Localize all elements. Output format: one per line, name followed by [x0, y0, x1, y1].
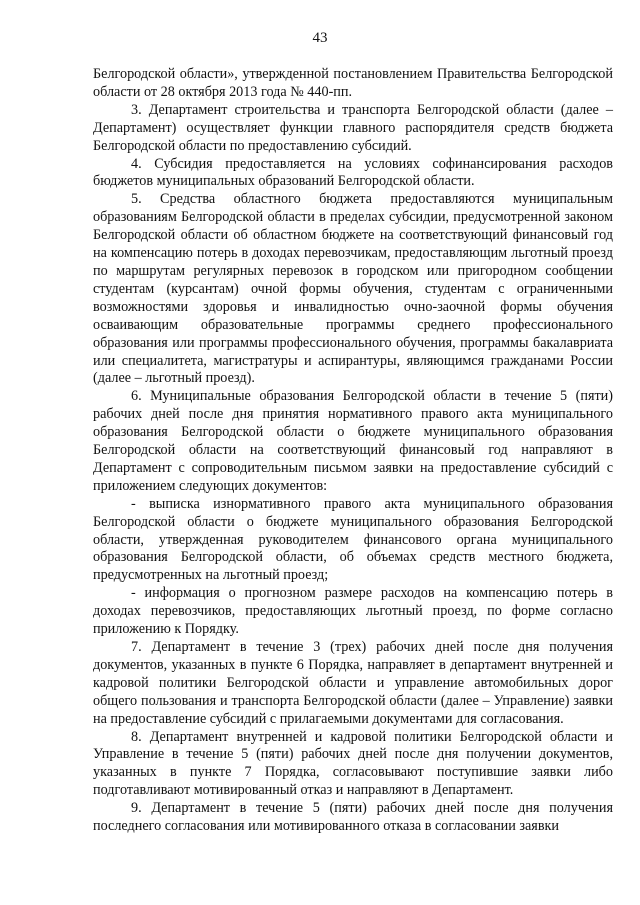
paragraph-item-4: 4. Субсидия предоставляется на условиях софинансирования расходов бюджетов муниципальных образований Белгородской области. [93, 155, 613, 190]
paragraph-bullet-extract: - выписка изнормативного правого акта муниципального образования Белгородской области о бюджете муниципального образования Белгородской области, утвержденная руководителем финансового органа муниципального образования Белгородской области, об объемах средств местного бюджета, предусмотренных на льготный проезд; [93, 495, 613, 584]
paragraph-item-5: 5. Средства областного бюджета предоставляются муниципальным образованиям Белгородской области в пределах субсидии, предусмотренной законом Белгородской области об областном бюджете на соответствующий финансовый год на компенсацию потерь в доходах перевозчикам, предоставляющим льготный проезд по маршрутам регулярных перевозок в городском или пригородном сообщении студентам (курсантам) очной формы обучения, студентам с ограниченными возможностями здоровья и инвалидностью очно-заочной формы обучения осваивающим образовательные программы среднего профессионального образования или программы профессионального обучения, программы бакалавриата или специалитета, магистратуры и аспирантуры, являющимся гражданами России (далее – льготный проезд). [93, 191, 613, 387]
paragraph-item-9: 9. Департамент в течение 5 (пяти) рабочих дней после дня получения последнего согласования или мотивированного отказа в согласовании заявки [93, 800, 613, 835]
paragraph-item-7: 7. Департамент в течение 3 (трех) рабочих дней после дня получения документов, указанных в пункте 6 Порядка, направляет в департамент внутренней и кадровой политики Белгородской области и управление автомобильных дорог общего пользования и транспорта Белгородской области (далее – Управление) заявки на предоставление субсидий с прилагаемыми документами для согласования. [93, 639, 613, 727]
paragraph-bullet-forecast: - информация о прогнозном размере расходов на компенсацию потерь в доходах перевозчиков, предоставляющих льготный проезд, по форме согласно приложению к Порядку. [93, 585, 613, 638]
paragraph-item-8: 8. Департамент внутренней и кадровой политики Белгородской области и Управление в течение 5 (пяти) рабочих дней после дня получении документов, указанных в пункте 7 Порядка, согласовывают поступившие заявки либо подготавливают мотивированный отказ и направляют в Департамент. [93, 728, 613, 799]
paragraph-continuation: Белгородской области», утвержденной постановлением Правительства Белгородской области от 28 октября 2013 года № 440-пп. [93, 66, 613, 100]
paragraph-item-3: 3. Департамент строительства и транспорта Белгородской области (далее – Департамент) осуществляет функции главного распорядителя средств бюджета Белгородской области по предоставлению субсидий. [93, 101, 613, 154]
paragraph-item-6: 6. Муниципальные образования Белгородской области в течение 5 (пяти) рабочих дней после дня принятия нормативного правого акта муниципального образования Белгородской области о бюджете муниципального образования Белгородской области на соответствующий финансовый год направляют в Департамент с сопроводительным письмом заявки на предоставление субсидий с приложением следующих документов: [93, 388, 613, 494]
page-number: 43 [312, 30, 328, 46]
document-body [93, 66, 613, 836]
